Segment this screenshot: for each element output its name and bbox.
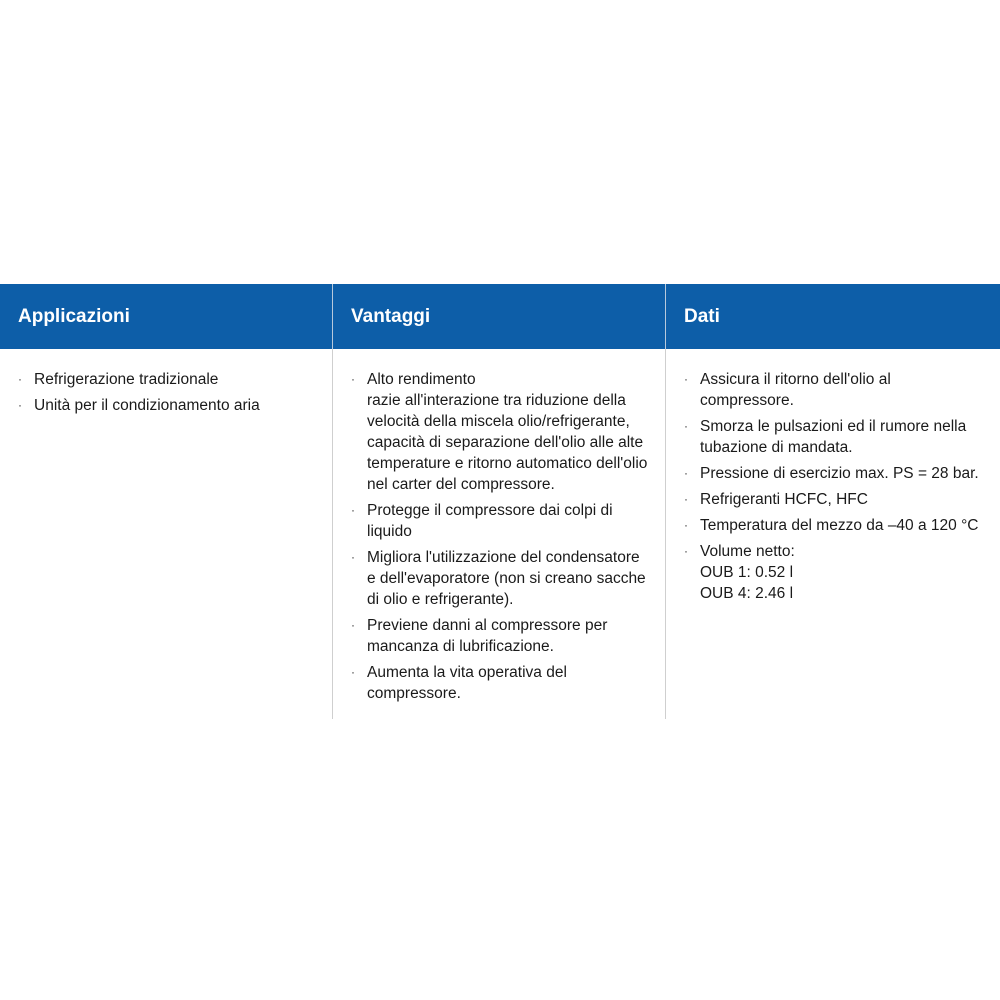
column-vantaggi <box>333 349 666 719</box>
list-item <box>351 547 651 610</box>
bullet-icon: · <box>684 492 688 506</box>
list-item-text: razie all'interazione tra riduzione della velocità della miscela olio/refrigerante, capacità di separazione dell'olio alle alte temperature e ritorno automatico dell'olio nel carter del compressore. <box>367 392 648 493</box>
list-item-text: Pressione di esercizio max. PS = 28 bar. <box>700 465 979 482</box>
list-item <box>684 489 986 510</box>
list-item <box>351 615 651 657</box>
list-item-text: Alto rendimento <box>367 371 476 388</box>
table-body-row <box>0 349 1000 719</box>
list-item-text: Protegge il compressore dai colpi di liquido <box>367 502 613 540</box>
list-item-text: Assicura il ritorno dell'olio al compressore. <box>700 371 891 409</box>
list-item <box>684 463 986 484</box>
list-item-text: Volume netto: <box>700 543 795 560</box>
list-item-text: Temperatura del mezzo da –40 a 120 °C <box>700 517 979 534</box>
column-dati <box>666 349 1000 719</box>
list-item-text: Unità per il condizionamento aria <box>34 397 260 414</box>
bullet-icon: · <box>18 398 22 412</box>
applicazioni-list <box>18 369 318 416</box>
bullet-icon: · <box>684 518 688 532</box>
list-item-text: Previene danni al compressore per mancanza di lubrificazione. <box>367 617 608 655</box>
bullet-icon: · <box>684 372 688 386</box>
list-item <box>351 500 651 542</box>
spec-table <box>0 284 1000 719</box>
list-item <box>351 662 651 704</box>
bullet-icon: · <box>351 372 355 386</box>
bullet-icon: · <box>684 419 688 433</box>
list-item-text: Aumenta la vita operativa del compressore. <box>367 664 567 702</box>
column-applicazioni <box>0 349 333 719</box>
bullet-icon: · <box>351 665 355 679</box>
vantaggi-list <box>351 369 651 704</box>
list-item-text: OUB 4: 2.46 l <box>700 585 794 602</box>
list-item-text: Migliora l'utilizzazione del condensatore e dell'evaporatore (non si creano sacche di olio e refrigerante). <box>367 549 646 608</box>
list-item-text: OUB 1: 0.52 l <box>700 564 794 581</box>
bullet-icon: · <box>18 372 22 386</box>
list-item <box>18 369 318 390</box>
list-item <box>18 395 318 416</box>
bullet-icon: · <box>684 466 688 480</box>
bullet-icon: · <box>351 618 355 632</box>
header-vantaggi: Vantaggi <box>333 284 666 349</box>
list-item <box>351 369 651 495</box>
list-item <box>684 369 986 411</box>
list-item <box>684 515 986 536</box>
list-item <box>684 541 986 604</box>
dati-list <box>684 369 986 604</box>
bullet-icon: · <box>351 503 355 517</box>
list-item-text: Refrigerazione tradizionale <box>34 371 219 388</box>
header-dati: Dati <box>684 305 720 327</box>
list-item <box>684 416 986 458</box>
table-header-row <box>0 284 1000 349</box>
list-item-text: Refrigeranti HCFC, HFC <box>700 491 868 508</box>
header-applicazioni: Applicazioni <box>0 284 333 349</box>
list-item-text: Smorza le pulsazioni ed il rumore nella tubazione di mandata. <box>700 418 967 456</box>
bullet-icon: · <box>684 544 688 558</box>
bullet-icon: · <box>351 550 355 564</box>
